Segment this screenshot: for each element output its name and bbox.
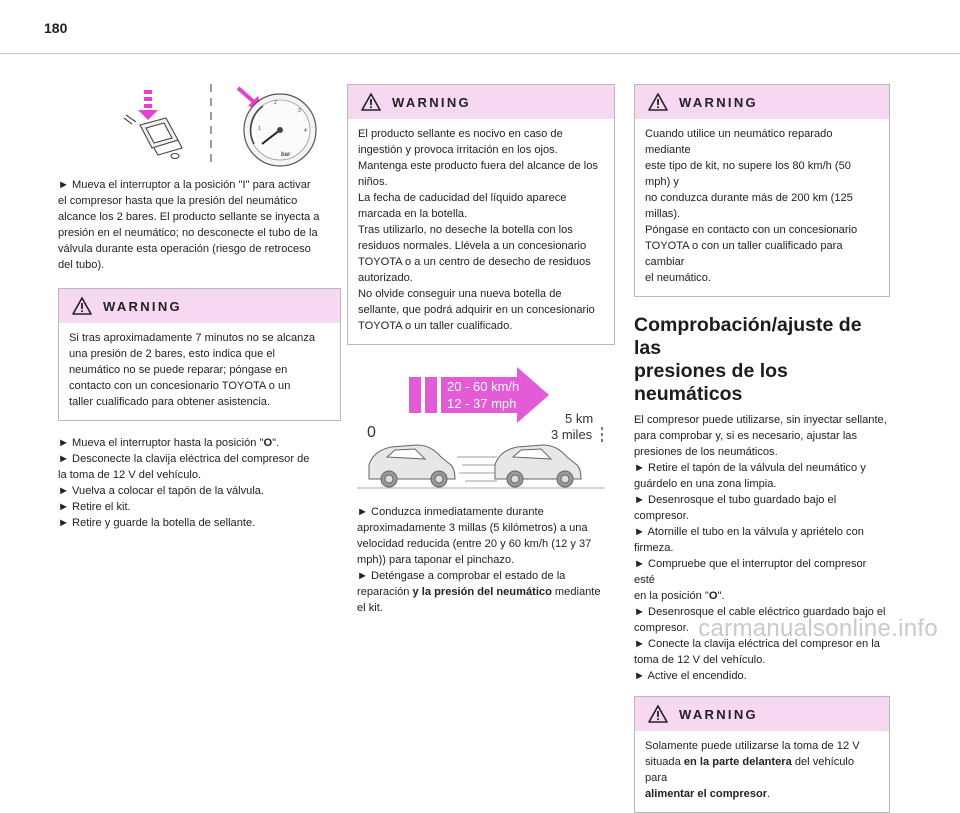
- text-line: ► Retire y guarde la botella de sellante.: [58, 517, 256, 529]
- text-line: del tubo).: [58, 259, 105, 271]
- text-line: Póngase en contacto con un concesionario: [645, 224, 858, 236]
- text-line: alimentar el compresor.: [645, 788, 771, 800]
- text-line: ► Vuelva a colocar el tapón de la válvula.: [58, 485, 265, 497]
- end-marker: [601, 427, 603, 442]
- text-line: Mantenga este producto fuera del alcance de los: [358, 160, 598, 172]
- text-line: contacto con un concesionario TOYOTA o un: [69, 380, 291, 392]
- warning-title: WARNING: [679, 94, 758, 110]
- warning-triangle-icon: [72, 297, 92, 315]
- speed-kmh-label: 20 - 60 km/h: [447, 379, 520, 394]
- text-line: marcada en la botella.: [358, 208, 468, 220]
- text-line: toma de 12 V del vehículo.: [634, 654, 766, 666]
- text-line: aproximadamente 3 millas (5 kilómetros) a una: [357, 522, 588, 534]
- distance-km-label: 5 km: [565, 411, 594, 426]
- text-line: ► Desconecte la clavija eléctrica del compresor de: [58, 453, 310, 465]
- text-line: ► Mueva el interruptor hasta la posición "O".: [58, 437, 280, 449]
- text-line: ► Deténgase a comprobar el estado de la: [357, 570, 566, 582]
- text-line: sellante, que podrá adquirir en un concesionario: [358, 304, 595, 316]
- gauge-unit-label: bar: [281, 152, 291, 158]
- text-line: el neumático.: [645, 272, 711, 284]
- text-line: situada en la parte delantera del vehículo para: [645, 756, 855, 784]
- text-line: ► Mueva el interruptor a la posición "I" para activar: [58, 179, 311, 191]
- text-line: una presión de 2 bares, esto indica que el: [69, 348, 275, 360]
- text-line: guárdelo en una zona limpia.: [634, 478, 777, 490]
- warning-body: [635, 119, 889, 296]
- warning-box: [347, 84, 615, 345]
- warning-box: [634, 696, 890, 813]
- text-line: firmeza.: [634, 542, 674, 554]
- text-line: TOYOTA o un taller cualificado.: [358, 320, 513, 332]
- text-line: neumático no se puede reparar; póngase en: [69, 364, 288, 376]
- text-line: ► Conduzca inmediatamente durante: [357, 506, 544, 518]
- drive-instructions: [347, 504, 615, 616]
- text-line: taller cualificado para obtener asistencia.: [69, 396, 271, 408]
- text-line: TOYOTA o con un taller cualificado para cambiar: [645, 240, 843, 268]
- warning-header: [348, 85, 614, 119]
- text-line: ► Active el encendido.: [634, 670, 747, 682]
- text-line: la toma de 12 V del vehículo.: [58, 469, 202, 481]
- warning-triangle-icon: [361, 93, 381, 111]
- pressure-gauge-icon: [244, 94, 316, 166]
- text-line: velocidad reducida (entre 20 y 60 km/h (12 y 37: [357, 538, 592, 550]
- drive-speed-diagram: [347, 361, 615, 496]
- top-divider: [0, 53, 960, 54]
- text-line: ► Atornille el tubo en la válvula y apriételo con: [634, 526, 864, 538]
- column-2: [347, 84, 615, 616]
- warning-title: WARNING: [103, 298, 182, 314]
- text-line: ► Retire el kit.: [58, 501, 131, 513]
- text-line: No olvide conseguir una nueva botella de: [358, 288, 562, 300]
- text-line: La fecha de caducidad del líquido aparece: [358, 192, 567, 204]
- warning-body: [348, 119, 614, 344]
- text-line: el compresor hasta que la presión del neumático: [58, 195, 298, 207]
- page-number: 180: [44, 20, 68, 36]
- text-line: ► Compruebe que el interruptor del compresor esté: [634, 558, 867, 586]
- warning-box: [58, 288, 341, 421]
- text-line: El compresor puede utilizarse, sin inyectar sellante,: [634, 414, 887, 426]
- text-line: compresor.: [634, 622, 689, 634]
- start-distance-label: 0: [367, 424, 376, 441]
- text-line: para comprobar y, si es necesario, ajustar las: [634, 430, 858, 442]
- svg-text:3: 3: [298, 108, 301, 114]
- text-line: ► Desenrosque el tubo guardado bajo el compresor.: [634, 494, 837, 522]
- svg-text:2: 2: [274, 100, 277, 106]
- text-line: ► Desenrosque el cable eléctrico guardado bajo el: [634, 606, 886, 618]
- text-line: el kit.: [357, 602, 383, 614]
- text-line: ► Retire el tapón de la válvula del neumático y: [634, 462, 866, 474]
- text-line: TOYOTA o a un centro de desecho de residuos: [358, 256, 591, 268]
- warning-title: WARNING: [392, 94, 471, 110]
- warning-body: [59, 323, 340, 420]
- warning-box: [634, 84, 890, 297]
- text-line: El producto sellante es nocivo en caso de: [358, 128, 563, 140]
- text-line: ► Conecte la clavija eléctrica del compresor en la: [634, 638, 880, 650]
- text-line: alcance los 2 bares. El producto sellante se inyecta a: [58, 211, 320, 223]
- text-line: residuos normales. Llévela a un concesionario: [358, 240, 587, 252]
- heading-line: presiones de los neumáticos: [634, 360, 788, 405]
- svg-text:4: 4: [304, 128, 307, 134]
- steps-list: [58, 435, 341, 531]
- text-line: en la posición "O".: [634, 590, 725, 602]
- text-line: autorizado.: [358, 272, 413, 284]
- pressure-check-instructions: [634, 412, 890, 684]
- text-line: presiones de los neumáticos.: [634, 446, 778, 458]
- text-line: reparación y la presión del neumático mediante: [357, 586, 601, 598]
- text-line: Solamente puede utilizarse la toma de 12 V: [645, 740, 860, 752]
- section-heading: [634, 314, 890, 406]
- speed-arrow-icon: [409, 367, 549, 423]
- warning-header: [59, 289, 340, 323]
- warning-triangle-icon: [648, 93, 668, 111]
- column-1: [58, 70, 341, 531]
- watermark: carmanualsonline.info: [698, 615, 938, 642]
- text-line: Tras utilizarlo, no deseche la botella con los: [358, 224, 573, 236]
- speed-mph-label: 12 - 37 mph: [447, 396, 517, 411]
- compressor-switch-icon: [124, 115, 182, 159]
- intro-paragraph: [58, 177, 341, 273]
- warning-body: [635, 731, 889, 812]
- distance-miles-label: 3 miles: [551, 427, 593, 442]
- text-line: ingestión y provoca irritación en los ojos.: [358, 144, 558, 156]
- heading-line: Comprobación/ajuste de las: [634, 314, 862, 359]
- text-line: este tipo de kit, no supere los 80 km/h (50 mph) y: [645, 160, 851, 188]
- column-3: [634, 84, 890, 813]
- motion-lines: [457, 457, 497, 481]
- warning-header: [635, 697, 889, 731]
- text-line: Cuando utilice un neumático reparado mediante: [645, 128, 833, 156]
- text-line: niños.: [358, 176, 388, 188]
- down-arrow-icon: [138, 90, 158, 120]
- warning-header: [635, 85, 889, 119]
- text-line: no conduzca durante más de 200 km (125 millas).: [645, 192, 853, 220]
- warning-triangle-icon: [648, 705, 668, 723]
- compressor-switch-and-gauge-illustration: [58, 70, 341, 170]
- text-line: presión en el neumático; no desconecte el tubo de la: [58, 227, 318, 239]
- svg-text:1: 1: [258, 126, 261, 132]
- text-line: Si tras aproximadamente 7 minutos no se alcanza: [69, 332, 316, 344]
- text-line: válvula durante esta operación (riesgo de retroceso: [58, 243, 311, 255]
- car-start-icon: [369, 445, 455, 487]
- warning-title: WARNING: [679, 706, 758, 722]
- car-moving-icon: [495, 445, 581, 487]
- text-line: mph)) para taponar el pinchazo.: [357, 554, 515, 566]
